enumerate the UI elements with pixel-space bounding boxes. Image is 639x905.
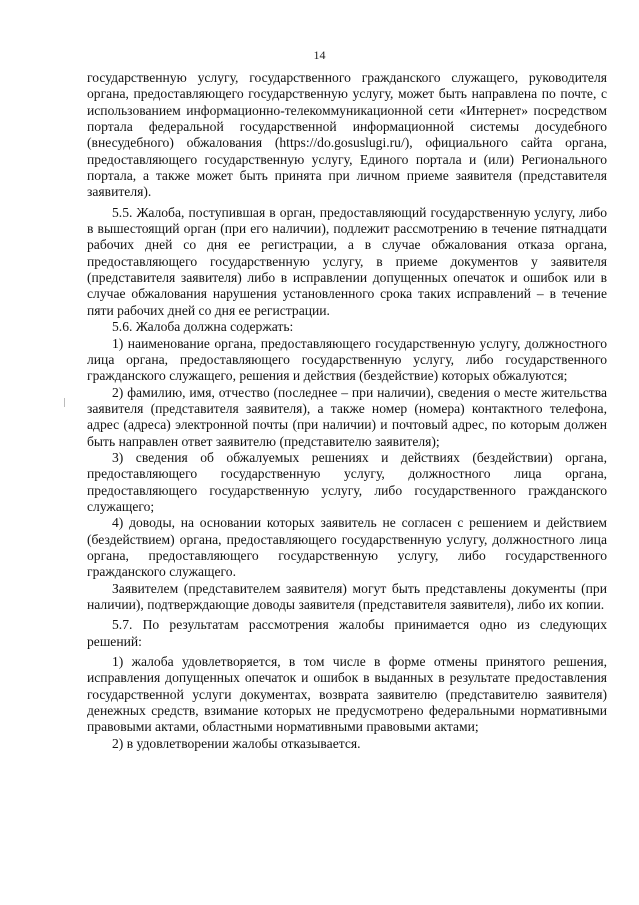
paragraph-documents: Заявителем (представителем заявителя) могут быть представлены документы (при наличии), подтверждающие доводы заявителя (представителя заявителя), либо их копии.: [87, 580, 607, 612]
margin-mark: [64, 398, 65, 407]
document-body: [87, 70, 607, 752]
paragraph-5-6: 5.6. Жалоба должна содержать:: [112, 319, 294, 335]
paragraph-5-7: 5.7. По результатам рассмотрения жалобы принимается одно из следующих решений:: [87, 617, 607, 649]
paragraph-5-5: 5.5. Жалоба, поступившая в орган, предоставляющий государственную услугу, либо в вышестоящий орган (при его наличии), подлежит рассмотрению в течение пятнадцати рабочих дней со дня ее регистрации, а в случае обжалования отказа органа, предоставляющего государственную услугу, в приеме документов у заявителя (представителя заявителя) либо в исправлении допущенных опечаток и ошибок или в случае обжалования нарушения установленного срока таких исправлений – в течение пяти рабочих дней со дня ее регистрации.: [87, 204, 607, 318]
paragraph-5-6-item-4: 4) доводы, на основании которых заявитель не согласен с решением и действием (бездействием) органа, предоставляющего государственную услугу, должностного лица органа, предоставляющего государственную услугу, либо государственного гражданского служащего.: [87, 515, 607, 580]
paragraph-5-7-item-1: 1) жалоба удовлетворяется, в том числе в форме отмены принятого решения, исправления допущенных опечаток и ошибок в выданных в результате предоставления государственной услуги документах, возврата заявителю (представителю заявителя) денежных средств, взимание которых не предусмотрено федеральными нормативными правовыми актами, областными нормативными правовыми актами;: [87, 654, 607, 735]
paragraph-continuation: государственную услугу, государственного гражданского служащего, руководителя органа, предоставляющего государственную услугу, может быть направлена по почте, с использованием информационно-телекоммуникационной сети «Интернет» посредством портала федеральной государственной информационной системы досудебного (внесудебного) обжалования (https://do.gosuslugi.ru/), официального сайта органа, предоставляющего государственную услугу, Единого портала и (или) Регионального портала, а также может быть принята при личном приеме заявителя (представителя заявителя).: [87, 70, 607, 200]
paragraph-5-7-item-2: 2) в удовлетворении жалобы отказывается.: [112, 735, 361, 751]
paragraph-5-6-item-2: 2) фамилию, имя, отчество (последнее – при наличии), сведения о месте жительства заявителя (представителя заявителя), а также номер (номера) контактного телефона, адрес (адреса) электронной почты (при наличии) и почтовый адрес, по которым должен быть направлен ответ заявителю (представителю заявителя);: [87, 384, 607, 449]
paragraph-5-6-item-1: 1) наименование органа, предоставляющего государственную услугу, должностного лица органа, предоставляющего государственную услугу, либо государственного гражданского служащего, решения и действия (бездействие) которых обжалуются;: [87, 335, 607, 384]
page-number: 14: [313, 48, 326, 62]
paragraph-5-6-item-3: 3) сведения об обжалуемых решениях и действиях (бездействии) органа, предоставляющего государственную услугу, должностного лица органа, предоставляющего государственную услугу, либо государственного гражданского служащего;: [87, 449, 607, 514]
